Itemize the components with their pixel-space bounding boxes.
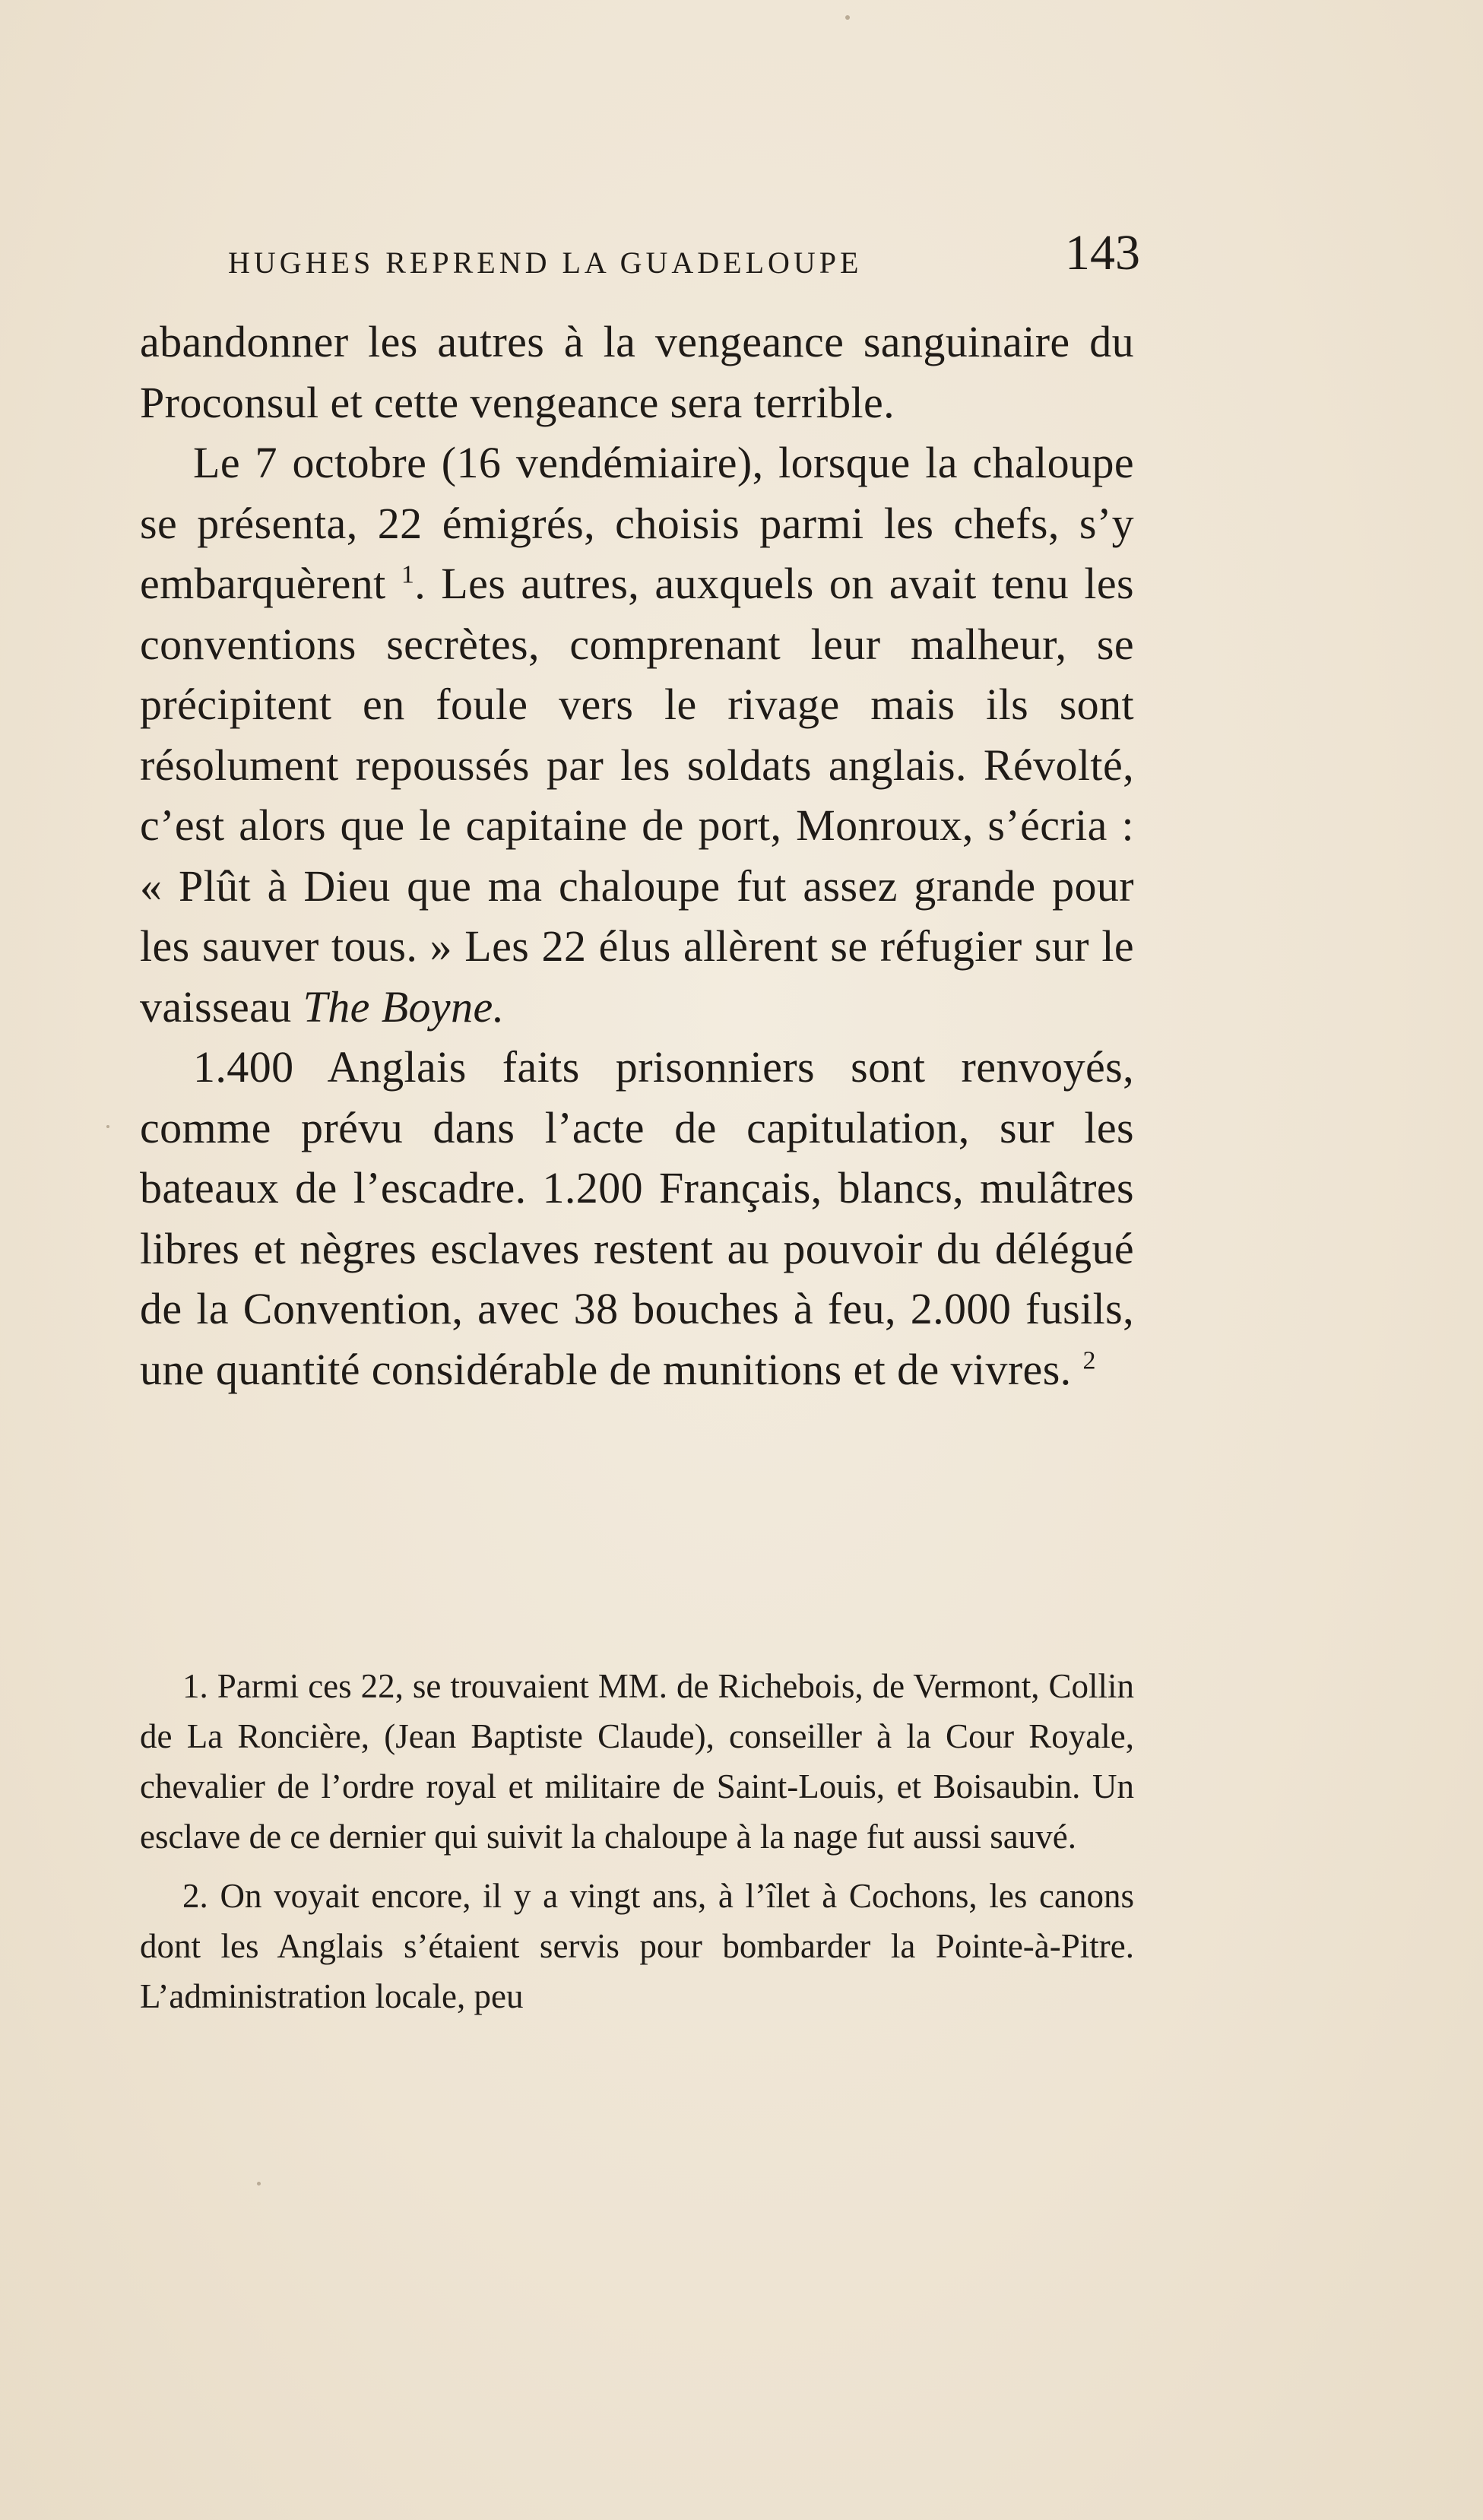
main-text bbox=[140, 312, 1134, 1399]
paragraph-2-text-b: . Les autres, auxquels on avait tenu les conventions secrètes, comprenant leur malheur, se précipitent en foule vers le rivage mais ils sont résolument repoussés par les soldats anglais. Révolté, c’est alors que le capitaine de port, Monroux, s’écria : « Plût à Dieu que ma chaloupe fut assez grande pour les sauver tous. » Les 22 élus allèrent se réfugier sur le vaisseau bbox=[140, 559, 1135, 1032]
footnote-2: 2. On voyait encore, il y a vingt ans, à l’îlet à Cochons, les canons dont les Anglais s’étaient servis pour bombarder la Pointe-à-Pitre. L’administration locale, peu bbox=[140, 1877, 1134, 2015]
footnote-ref-2: 2 bbox=[1082, 1346, 1096, 1375]
ship-name: The Boyne. bbox=[303, 981, 505, 1032]
page-number: 143 bbox=[1065, 225, 1140, 281]
paper-speck bbox=[845, 15, 850, 20]
paragraph-3-text: 1.400 Anglais faits prisonniers sont renvoyés, comme prévu dans l’acte de capitulation, sur les bateaux de l’escadre. 1.200 Français, blancs, mulâtres libres et nègres esclaves restent au pouvoir du délégué de la Convention, avec 38 bouches à feu, 2.000 fusils, une quantité considérable de munitions et de vivres. bbox=[140, 1042, 1134, 1394]
paper-speck bbox=[106, 1125, 109, 1128]
footnote-1: 1. Parmi ces 22, se trouvaient MM. de Richebois, de Vermont, Collin de La Roncière, (Jean Baptiste Claude), conseiller à la Cour Royale, chevalier de l’ordre royal et militaire de Saint-Louis, et Boisaubin. Un esclave de ce dernier qui suivit la chaloupe à la nage fut aussi sauvé. bbox=[140, 1667, 1134, 1856]
footnote-ref-1: 1 bbox=[401, 560, 415, 589]
page-header bbox=[228, 225, 1140, 296]
footnotes bbox=[140, 1661, 1134, 2021]
paragraph-2 bbox=[140, 433, 1134, 1037]
paragraph-2-text-a: Le 7 octobre (16 vendémiaire), lorsque la chaloupe se présenta, 22 émigrés, choisis parmi les chefs, s’y embarquèrent bbox=[140, 438, 1134, 608]
running-title: HUGHES REPREND LA GUADELOUPE bbox=[228, 246, 863, 280]
paragraph-3 bbox=[140, 1037, 1134, 1399]
paper-speck bbox=[257, 2182, 261, 2186]
paragraph-1: abandonner les autres à la vengeance sanguinaire du Proconsul et cette vengeance sera terrible. bbox=[140, 317, 1134, 427]
